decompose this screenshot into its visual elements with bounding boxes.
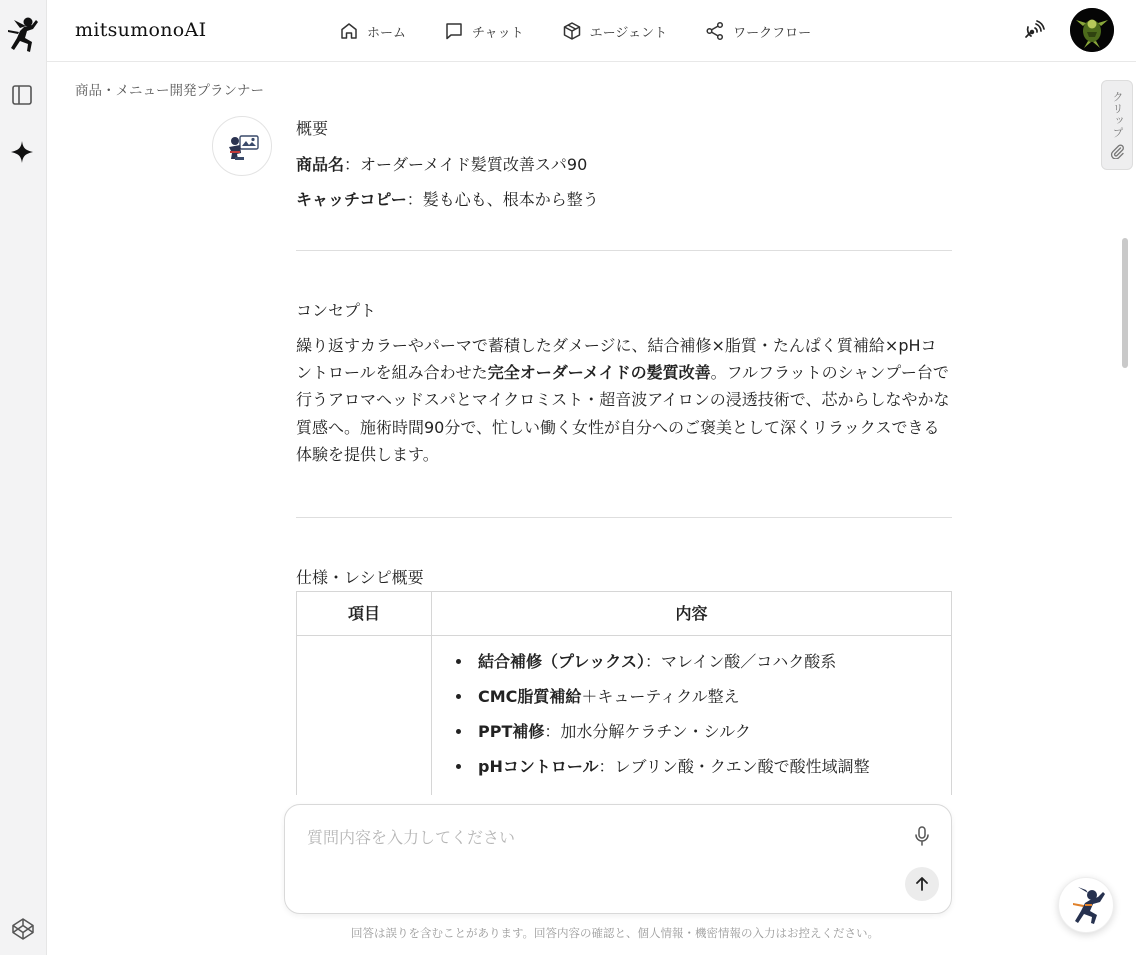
clip-tab-label: クリップ — [1111, 91, 1124, 139]
list-item — [454, 648, 951, 683]
list-item — [454, 753, 951, 788]
left-rail — [0, 0, 47, 955]
spec-table — [296, 591, 952, 795]
catchcopy-line — [296, 186, 952, 213]
divider — [296, 250, 952, 251]
concept-text-bold: 完全オーダーメイドの髪質改善 — [487, 363, 711, 383]
catchcopy-value: ：髪も心も、根本から整う — [406, 190, 599, 209]
ninja-mascot-icon — [1059, 878, 1115, 934]
nav-item-chat[interactable] — [444, 21, 524, 41]
assistant-fab-button[interactable] — [1058, 877, 1114, 933]
disclaimer: 回答は誤りを含むことがあります。回答内容の確認と、個人情報・機密情報の入力はお控えください。 — [350, 926, 880, 940]
list-item-text: ：加水分解ケラチン・シルク — [544, 722, 751, 742]
section-title-overview: 概要 — [296, 119, 329, 138]
home-icon — [339, 21, 359, 41]
scrollbar-track — [1117, 62, 1136, 955]
nav-label: ホーム — [367, 25, 407, 41]
nav-item-workflow[interactable] — [705, 21, 811, 41]
nav-item-home[interactable] — [339, 21, 406, 41]
microphone-icon[interactable] — [911, 825, 933, 847]
list-item — [454, 718, 951, 753]
list-item-label: PPT補修 — [478, 722, 545, 742]
list-item-label: pHコントロール — [478, 757, 599, 777]
list-item-label: 結合補修（プレックス） — [478, 652, 646, 672]
brand-name[interactable]: mitsumonoAI — [75, 19, 207, 41]
message-composer — [284, 804, 952, 914]
section-title-spec: 仕様・レシピ概要 — [296, 568, 424, 588]
sparkle-icon[interactable] — [10, 140, 34, 164]
breadcrumb[interactable]: 商品・メニュー開発プランナー — [75, 83, 264, 99]
table-cell-item — [297, 636, 432, 795]
product-name-value: ：オーダーメイド髪質改善スパ90 — [344, 155, 588, 174]
divider — [296, 517, 952, 518]
nav-label: チャット — [472, 25, 524, 41]
table-header-row — [297, 592, 952, 636]
catchcopy-label: キャッチコピー — [296, 190, 407, 209]
agent-icon — [562, 21, 582, 41]
assistant-message — [296, 110, 952, 795]
list-item-text: ：マレイン酸／コハク酸系 — [645, 652, 837, 672]
concept-text-2: 。フルフラットのシャンプー台で行うアロマヘッドスパとマイクロミスト・超音波アイロンの浸透技術で、芯からしなやかな質感へ。施術時間90分で、忙しい働く女性が自分へのご褒美として深くリラックスできる体験を提供します。 — [296, 363, 950, 464]
column-header-item: 項目 — [297, 592, 432, 636]
nav-label: エージェント — [589, 25, 668, 41]
sidebar-toggle-icon[interactable] — [11, 84, 33, 106]
list-item-text: ：レブリン酸・クエン酸で酸性域調整 — [598, 757, 870, 777]
concept-text-1: 繰り返すカラーやパーマで蓄積したダメージに、結合補修×脂質・たんぱく質補給×pHコントロールを組み合わせた — [296, 336, 937, 383]
assistant-avatar — [212, 116, 272, 176]
user-avatar[interactable] — [1070, 8, 1114, 52]
user-avatar-image-icon — [1070, 8, 1114, 52]
column-header-content: 内容 — [432, 592, 952, 636]
list-item-text: ＋キューティクル整え — [581, 687, 740, 707]
concept-paragraph — [296, 332, 952, 468]
send-button[interactable] — [905, 867, 939, 901]
section-title-concept: コンセプト — [296, 301, 377, 320]
top-bar — [47, 0, 1136, 62]
arrow-up-icon — [913, 875, 931, 893]
nav-item-agent[interactable] — [562, 21, 667, 41]
list-item-label: CMC脂質補給 — [478, 687, 582, 707]
list-item — [454, 683, 951, 718]
assistant-avatar-icon — [213, 117, 273, 177]
table-cell-content — [432, 636, 952, 795]
scrollbar-thumb[interactable] — [1122, 238, 1128, 368]
product-name-line — [296, 151, 952, 178]
main-nav — [339, 0, 849, 62]
broadcast-icon[interactable] — [1022, 18, 1046, 42]
ingredient-list — [432, 636, 951, 788]
product-name-label: 商品名 — [296, 155, 345, 174]
table-row — [297, 636, 952, 795]
chat-icon — [444, 21, 464, 41]
ninja-logo-icon[interactable] — [6, 16, 40, 54]
workflow-icon — [705, 21, 725, 41]
message-input[interactable] — [307, 825, 887, 865]
nav-label: ワークフロー — [733, 25, 812, 41]
